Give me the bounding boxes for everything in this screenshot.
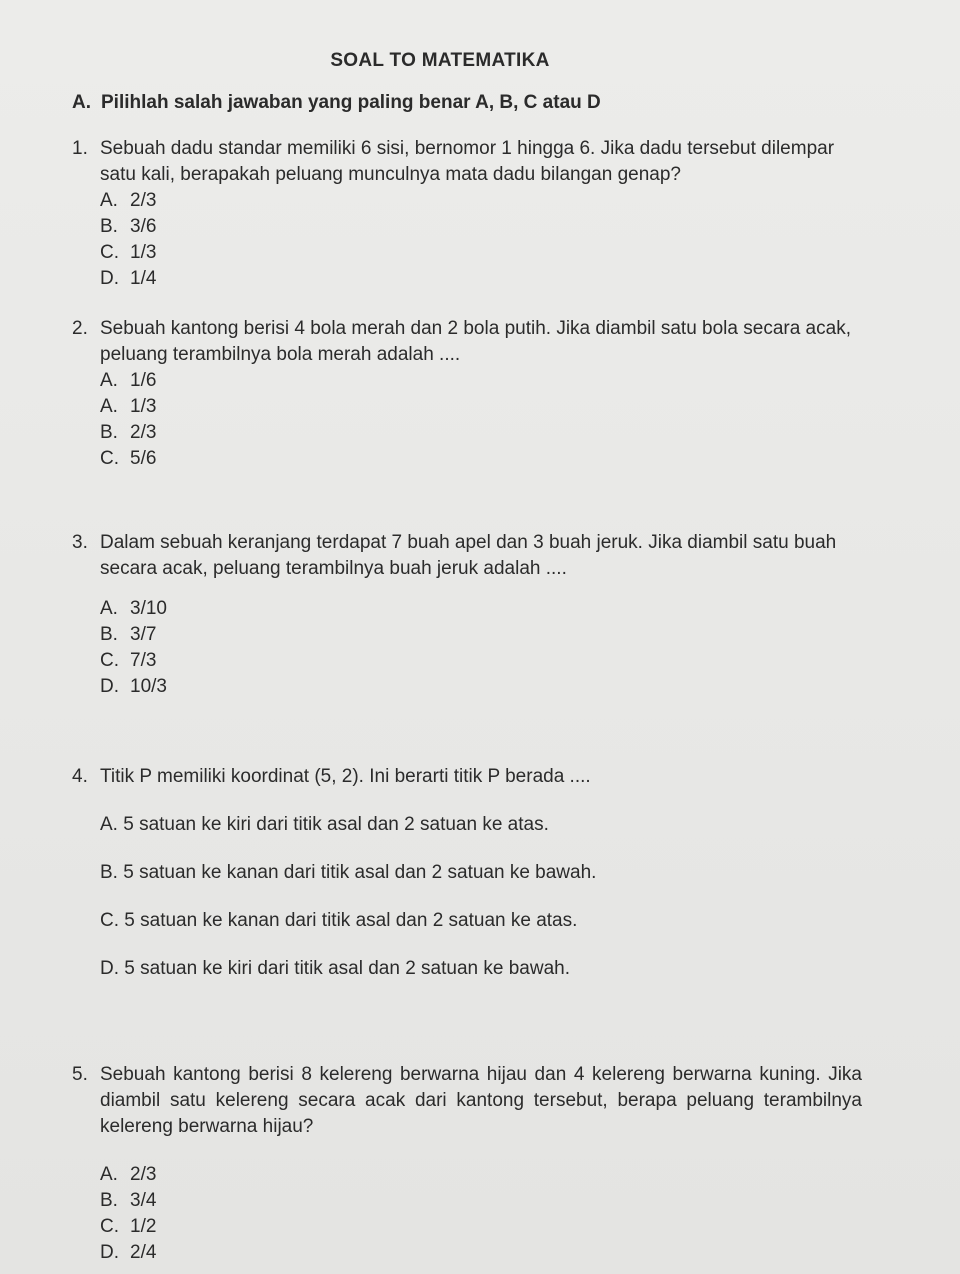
option-label: C.: [100, 448, 119, 469]
option-text: 3/7: [130, 624, 157, 645]
instruction-text: Pilihlah salah jawaban yang paling benar A, B, C atau D: [101, 92, 601, 113]
option-text: 10/3: [130, 676, 167, 697]
option-text: 5 satuan ke kanan dari titik asal dan 2 satuan ke bawah.: [123, 862, 597, 883]
question-4: [72, 764, 862, 982]
option-text: 1/2: [130, 1216, 157, 1237]
option-label: D.: [100, 1242, 119, 1263]
option-a: [72, 596, 862, 622]
option-text: 3/4: [130, 1190, 157, 1211]
question-text: Titik P memiliki koordinat (5, 2). Ini berarti titik P berada ....: [100, 766, 591, 787]
option-label: D.: [100, 268, 119, 289]
option-text: 2/4: [130, 1242, 157, 1263]
option-d: [72, 266, 862, 292]
option-label: A.: [100, 190, 118, 211]
question-number: 5.: [72, 1064, 88, 1085]
option-text: 2/3: [130, 190, 157, 211]
option-text: 3/10: [130, 598, 167, 619]
option-label: C.: [100, 1216, 119, 1237]
option-label: C.: [100, 242, 119, 263]
option-label: A.: [100, 396, 118, 417]
option-a: [72, 368, 862, 394]
option-label: B.: [100, 1190, 118, 1211]
option-text: 2/3: [130, 422, 157, 443]
option-text: 1/3: [130, 396, 157, 417]
option-c: [72, 446, 862, 472]
question-number: 3.: [72, 532, 88, 553]
question-stem: [72, 316, 862, 368]
option-text: 5 satuan ke kiri dari titik asal dan 2 satuan ke bawah.: [124, 958, 570, 979]
option-label: B.: [100, 216, 118, 237]
question-stem: [72, 530, 862, 582]
option-text: 1/4: [130, 268, 157, 289]
option-b: [72, 420, 862, 446]
option-label: D.: [100, 676, 119, 697]
section-instruction: [72, 92, 601, 114]
option-b: [72, 860, 862, 886]
option-a: [72, 188, 862, 214]
question-text: Dalam sebuah keranjang terdapat 7 buah apel dan 3 buah jeruk. Jika diambil satu buah secara acak, peluang terambilnya buah jeruk adalah ....: [100, 532, 837, 579]
option-c: [72, 908, 862, 934]
question-3: [72, 530, 862, 700]
option-a-second: [72, 394, 862, 420]
question-text: Sebuah kantong berisi 4 bola merah dan 2 bola putih. Jika diambil satu bola secara acak, peluang terambilnya bola merah adalah ....: [100, 318, 851, 365]
option-d: [72, 674, 862, 700]
page-title: SOAL TO MATEMATIKA: [330, 50, 550, 71]
option-text: 2/3: [130, 1164, 157, 1185]
option-label: A.: [100, 598, 118, 619]
question-number: 2.: [72, 318, 88, 339]
option-c: [72, 240, 862, 266]
question-1: [72, 136, 862, 292]
option-d: [72, 1240, 862, 1266]
option-a: [72, 812, 862, 838]
question-number: 4.: [72, 766, 88, 787]
option-text: 1/6: [130, 370, 157, 391]
option-label: A.: [100, 814, 118, 835]
option-text: 1/3: [130, 242, 157, 263]
option-c: [72, 648, 862, 674]
option-text: 3/6: [130, 216, 157, 237]
option-a: [72, 1162, 862, 1188]
option-text: 7/3: [130, 650, 157, 671]
question-stem: [72, 136, 862, 188]
option-label: A.: [100, 370, 118, 391]
option-label: B.: [100, 422, 118, 443]
option-text: 5/6: [130, 448, 157, 469]
option-label: C.: [100, 650, 119, 671]
question-text: Sebuah kantong berisi 8 kelereng berwarna hijau dan 4 kelereng berwarna kuning. Jika diambil satu kelereng secara acak dari kantong tersebut, berapa peluang terambilnya kelereng berwarna hijau?: [100, 1064, 862, 1137]
question-5: [72, 1062, 862, 1266]
option-label: D.: [100, 958, 119, 979]
section-letter: A.: [72, 92, 91, 113]
option-c: [72, 1214, 862, 1240]
question-number: 1.: [72, 138, 88, 159]
option-text: 5 satuan ke kiri dari titik asal dan 2 satuan ke atas.: [123, 814, 549, 835]
option-label: C.: [100, 910, 119, 931]
option-label: B.: [100, 624, 118, 645]
option-label: B.: [100, 862, 118, 883]
question-text: Sebuah dadu standar memiliki 6 sisi, bernomor 1 hingga 6. Jika dadu tersebut dilempar satu kali, berapakah peluang munculnya mata dadu bilangan genap?: [100, 138, 835, 185]
option-d: [72, 956, 862, 982]
option-text: 5 satuan ke kanan dari titik asal dan 2 satuan ke atas.: [124, 910, 578, 931]
option-label: A.: [100, 1164, 118, 1185]
question-stem: [72, 764, 862, 790]
option-b: [72, 1188, 862, 1214]
question-2: [72, 316, 862, 472]
option-b: [72, 622, 862, 648]
question-stem: [72, 1062, 862, 1140]
option-b: [72, 214, 862, 240]
